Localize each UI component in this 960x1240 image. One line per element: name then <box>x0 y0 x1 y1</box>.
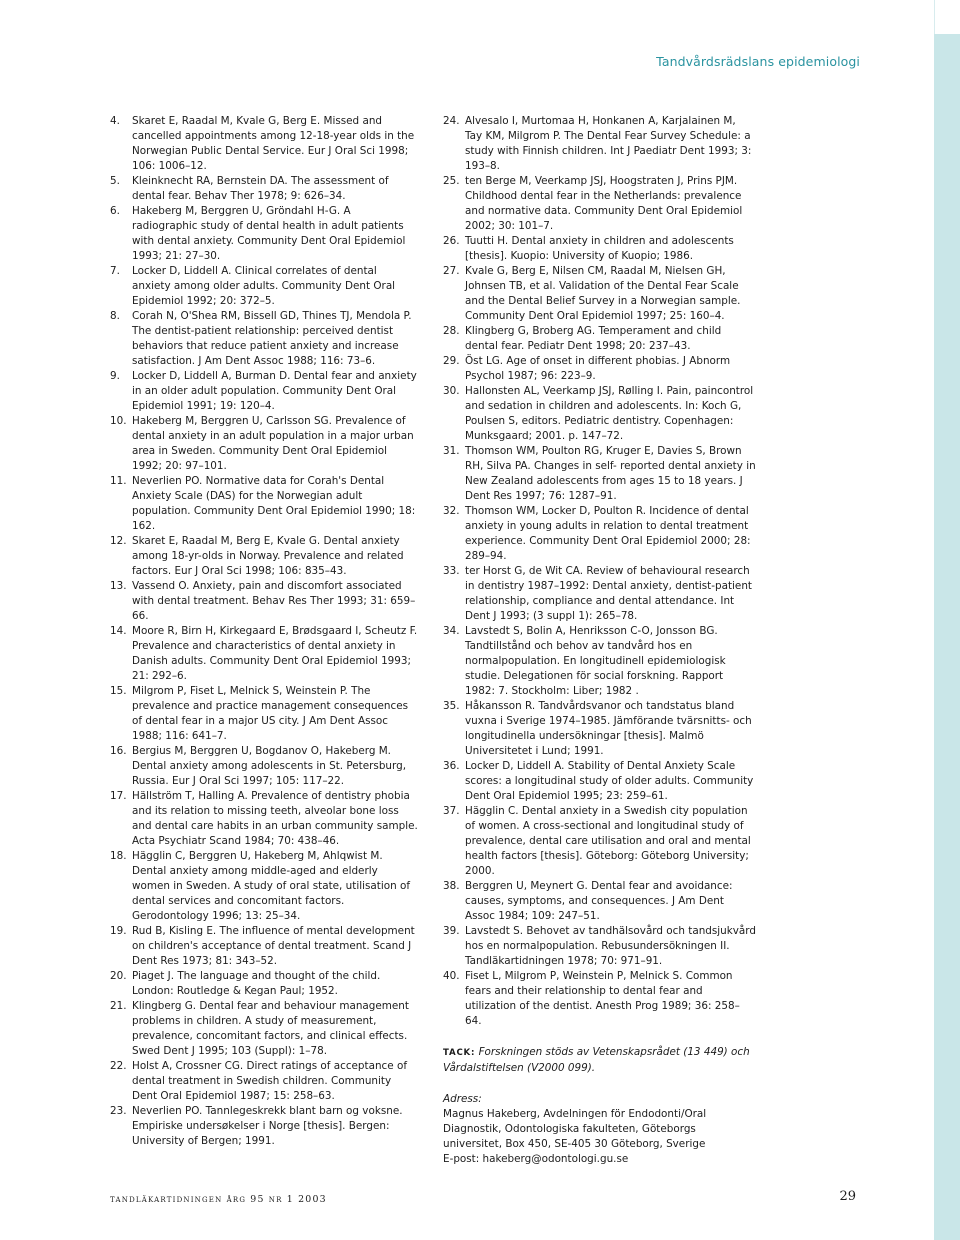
reference-number: 40. <box>443 970 460 982</box>
reference-number: 32. <box>443 505 460 517</box>
reference-text: Thomson WM, Poulton RG, Kruger E, Davies S, Brown RH, Silva PA. Changes in self- reported dental anxiety in New Zealand adolescents from ages 15 to 18 years. J Dent Res 1997; 76: 1287–91. <box>465 445 756 502</box>
reference-item <box>110 624 418 684</box>
reference-number: 37. <box>443 805 460 817</box>
reference-text: Lavstedt S. Behovet av tandhälsovård och tandsjukvård hos en normalpopulation. Rebusundersökningen II. Tandläkartidningen 1978; 70: 971–91. <box>465 925 756 967</box>
reference-item <box>443 324 756 354</box>
reference-item <box>443 114 756 174</box>
reference-number: 29. <box>443 355 460 367</box>
reference-item <box>110 474 418 534</box>
reference-item <box>110 264 418 309</box>
reference-number: 14. <box>110 625 127 637</box>
reference-text: Neverlien PO. Normative data for Corah's Dental Anxiety Scale (DAS) for the Norwegian adult population. Community Dent Oral Epidemiol 1990; 18: 162. <box>132 475 416 532</box>
acknowledgement <box>443 1045 756 1076</box>
reference-text: Neverlien PO. Tannlegeskrekk blant barn og voksne. Empiriske undersøkelser i Norge [thesis]. Bergen: University of Bergen; 1991. <box>132 1105 403 1147</box>
reference-item <box>110 999 418 1059</box>
reference-number: 31. <box>443 445 460 457</box>
reference-item <box>110 1104 418 1149</box>
address-line: universitet, Box 450, SE-405 30 Göteborg, Sverige <box>443 1138 706 1150</box>
reference-item <box>110 414 418 474</box>
reference-text: Holst A, Crossner CG. Direct ratings of acceptance of dental treatment in Swedish children. Community Dent Oral Epidemiol 1987; 15: 258–63. <box>132 1060 407 1102</box>
reference-text: Moore R, Birn H, Kirkegaard E, Brødsgaard I, Scheutz F. Prevalence and characteristics of dental anxiety in Danish adults. Community Dent Oral Epidemiol 1993; 21: 292–6. <box>132 625 418 682</box>
reference-item <box>443 174 756 234</box>
left-reference-column <box>110 114 418 1149</box>
reference-number: 15. <box>110 685 127 697</box>
reference-text: Kleinknecht RA, Bernstein DA. The assessment of dental fear. Behav Ther 1978; 9: 626–34. <box>132 175 389 202</box>
reference-item <box>110 309 418 369</box>
running-title: Tandvårdsrädslans epidemiologi <box>656 54 860 69</box>
reference-item <box>110 924 418 969</box>
reference-number: 23. <box>110 1105 127 1117</box>
reference-text: Lavstedt S, Bolin A, Henriksson C-O, Jonsson BG. Tandtillstånd och behov av tandvård hos en normalpopulation. En longitudinell epidemiologisk studie. Delegationen för social forskning. Rapport 1982: 7. Stockholm: Liber; 1982 . <box>465 625 726 697</box>
reference-text: Vassend O. Anxiety, pain and discomfort associated with dental treatment. Behav Res Ther 1993; 31: 659–66. <box>132 580 416 622</box>
reference-text: Fiset L, Milgrom P, Weinstein P, Melnick S. Common fears and their relationship to dental fear and utilization of the dentist. Anesth Prog 1989; 36: 258–64. <box>465 970 740 1027</box>
reference-item <box>110 684 418 744</box>
reference-item <box>110 534 418 579</box>
reference-item <box>110 369 418 414</box>
reference-number: 12. <box>110 535 127 547</box>
reference-number: 17. <box>110 790 127 802</box>
reference-text: Hallonsten AL, Veerkamp JSJ, Rølling I. Pain, paincontrol and sedation in children and adolescents. In: Koch G, Poulsen S, editors. Pediatric dentistry. Copenhagen: Munksgaard; 2001. p. 147–72. <box>465 385 754 442</box>
reference-item <box>443 444 756 504</box>
side-tab-notch <box>934 0 960 34</box>
reference-item <box>443 384 756 444</box>
reference-item <box>443 804 756 879</box>
reference-number: 10. <box>110 415 127 427</box>
reference-text: Hällström T, Halling A. Prevalence of dentistry phobia and its relation to missing teeth, alveolar bone loss and dental care habits in an urban community sample. Acta Psychiatr Scand 1984; 70: 438–46. <box>132 790 418 847</box>
address-line: Diagnostik, Odontologiska fakulteten, Göteborgs <box>443 1123 696 1135</box>
reference-item <box>110 849 418 924</box>
reference-number: 5. <box>110 175 120 187</box>
reference-number: 13. <box>110 580 127 592</box>
reference-number: 19. <box>110 925 127 937</box>
reference-number: 27. <box>443 265 460 277</box>
reference-item <box>443 969 756 1029</box>
reference-number: 16. <box>110 745 127 757</box>
reference-item <box>110 789 418 849</box>
reference-item <box>443 234 756 264</box>
reference-item <box>110 579 418 624</box>
reference-item <box>443 879 756 924</box>
acknowledgement-text: Forskningen stöds av Vetenskapsrådet (13 449) och Vårdalstiftelsen (V2000 099). <box>443 1046 750 1074</box>
footer-journal-name: tandläkartidningen årg 95 nr 1 2003 <box>110 1194 327 1205</box>
reference-text: ten Berge M, Veerkamp JSJ, Hoogstraten J, Prins PJM. Childhood dental fear in the Netherlands: prevalence and normative data. Community Dent Oral Epidemiol 2002; 30: 101–7. <box>465 175 743 232</box>
reference-text: Alvesalo I, Murtomaa H, Honkanen A, Karjalainen M, Tay KM, Milgrom P. The Dental Fear Survey Schedule: a study with Finnish children. Int J Paediatr Dent 1993; 3: 193–8. <box>465 115 752 172</box>
reference-number: 4. <box>110 115 120 127</box>
reference-text: Hakeberg M, Berggren U, Carlsson SG. Prevalence of dental anxiety in an adult population in a major urban area in Sweden. Community Dent Oral Epidemiol 1992; 20: 97–101. <box>132 415 414 472</box>
reference-number: 7. <box>110 265 120 277</box>
reference-text: Bergius M, Berggren U, Bogdanov O, Hakeberg M. Dental anxiety among adolescents in St. Petersburg, Russia. Eur J Oral Sci 1997; 105: 117–22. <box>132 745 407 787</box>
reference-number: 9. <box>110 370 120 382</box>
reference-number: 20. <box>110 970 127 982</box>
reference-item <box>443 759 756 804</box>
reference-text: Klingberg G. Dental fear and behaviour management problems in children. A study of measurement, prevalence, concomitant factors, and clinical effects. Swed Dent J 1995; 103 (Suppl): 1–78. <box>132 1000 409 1057</box>
address-label: Adress: <box>443 1093 482 1105</box>
reference-number: 6. <box>110 205 120 217</box>
reference-item <box>110 174 418 204</box>
reference-number: 33. <box>443 565 460 577</box>
reference-item <box>443 924 756 969</box>
reference-number: 39. <box>443 925 460 937</box>
address-block <box>443 1107 756 1167</box>
reference-number: 22. <box>110 1060 127 1072</box>
reference-number: 36. <box>443 760 460 772</box>
reference-text: Hägglin C, Berggren U, Hakeberg M, Ahlqwist M. Dental anxiety among middle-aged and elderly women in Sweden. A study of oral state, utilisation of dental services and concomitant factors. Gerodontology 1996; 13: 25–34. <box>132 850 410 922</box>
reference-text: Locker D, Liddell A. Stability of Dental Anxiety Scale scores: a longitudinal study of older adults. Community Dent Oral Epidemiol 1995; 23: 259–61. <box>465 760 754 802</box>
reference-text: Piaget J. The language and thought of the child. London: Routledge & Kegan Paul; 1952. <box>132 970 381 997</box>
reference-text: Klingberg G, Broberg AG. Temperament and child dental fear. Pediatr Dent 1998; 20: 237–43. <box>465 325 722 352</box>
reference-number: 34. <box>443 625 460 637</box>
side-color-tab <box>934 0 960 1240</box>
reference-number: 35. <box>443 700 460 712</box>
address-line: E-post: hakeberg@odontologi.gu.se <box>443 1153 629 1165</box>
address-line: Magnus Hakeberg, Avdelningen för Endodonti/Oral <box>443 1108 707 1120</box>
reference-item <box>443 354 756 384</box>
reference-text: ter Horst G, de Wit CA. Review of behavioural research in dentistry 1987–1992: Dental anxiety, dentist-patient relationship, compliance and dental attendance. Int Dent J 1993; (3 suppl 1): 265–78. <box>465 565 752 622</box>
reference-text: Hakeberg M, Berggren U, Gröndahl H-G. A radiographic study of dental health in adult patients with dental anxiety. Community Dent Oral Epidemiol 1993; 21: 27–30. <box>132 205 406 262</box>
reference-text: Rud B, Kisling E. The influence of mental development on children's acceptance of dental treatment. Scand J Dent Res 1973; 81: 343–52. <box>132 925 415 967</box>
reference-number: 38. <box>443 880 460 892</box>
reference-item <box>443 264 756 324</box>
reference-text: Locker D, Liddell A, Burman D. Dental fear and anxiety in an older adult population. Community Dent Oral Epidemiol 1991; 19: 120–4. <box>132 370 417 412</box>
page-number: 29 <box>839 1189 856 1204</box>
reference-text: Locker D, Liddell A. Clinical correlates of dental anxiety among older adults. Community Dent Oral Epidemiol 1992; 20: 372–5. <box>132 265 396 307</box>
reference-number: 28. <box>443 325 460 337</box>
reference-text: Milgrom P, Fiset L, Melnick S, Weinstein P. The prevalence and practice management consequences of dental fear in a major US city. J Am Dent Assoc 1988; 116: 641–7. <box>132 685 409 742</box>
reference-number: 30. <box>443 385 460 397</box>
reference-number: 18. <box>110 850 127 862</box>
reference-number: 26. <box>443 235 460 247</box>
reference-text: Hägglin C. Dental anxiety in a Swedish city population of women. A cross-sectional and longitudinal study of prevalence, dental care utilisation and oral and mental health factors [thesis]. Göteborg: Göteborg University; 2000. <box>465 805 751 877</box>
reference-item <box>110 114 418 174</box>
reference-item <box>110 1059 418 1104</box>
acknowledgement-label: TACK: <box>443 1048 476 1058</box>
reference-text: Tuutti H. Dental anxiety in children and adolescents [thesis]. Kuopio: University of Kuopio; 1986. <box>465 235 734 262</box>
right-reference-list <box>443 114 756 1029</box>
reference-item <box>443 699 756 759</box>
reference-item <box>110 744 418 789</box>
reference-text: Skaret E, Raadal M, Berg E, Kvale G. Dental anxiety among 18-yr-olds in Norway. Prevalence and related factors. Eur J Oral Sci 1998; 106: 835–43. <box>132 535 404 577</box>
reference-number: 24. <box>443 115 460 127</box>
reference-number: 25. <box>443 175 460 187</box>
reference-item <box>110 969 418 999</box>
reference-number: 8. <box>110 310 120 322</box>
reference-item <box>443 504 756 564</box>
reference-text: Skaret E, Raadal M, Kvale G, Berg E. Missed and cancelled appointments among 12-18-year olds in the Norwegian Public Dental Service. Eur J Oral Sci 1998; 106: 1006–12. <box>132 115 415 172</box>
reference-item <box>443 624 756 699</box>
reference-item <box>110 204 418 264</box>
reference-number: 21. <box>110 1000 127 1012</box>
reference-item <box>443 564 756 624</box>
reference-text: Thomson WM, Locker D, Poulton R. Incidence of dental anxiety in young adults in relation to dental treatment experience. Community Dent Oral Epidemiol 2000; 28: 289–94. <box>465 505 751 562</box>
reference-text: Öst LG. Age of onset in different phobias. J Abnorm Psychol 1987; 96: 223–9. <box>465 355 731 382</box>
reference-text: Håkansson R. Tandvårdsvanor och tandstatus bland vuxna i Sverige 1974–1985. Jämförande tvärsnitts- och longitudinella undersökningar [thesis]. Malmö Universitetet i Lund; 1991. <box>465 700 752 757</box>
reference-text: Corah N, O'Shea RM, Bissell GD, Thines TJ, Mendola P. The dentist-patient relationship: perceived dentist behaviors that reduce patient anxiety and increase satisfaction. J Am Dent Assoc 1988; 116: 73–6. <box>132 310 412 367</box>
reference-text: Kvale G, Berg E, Nilsen CM, Raadal M, Nielsen GH, Johnsen TB, et al. Validation of the Dental Fear Scale and the Dental Belief Survey in a Norwegian sample. Community Dent Oral Epidemiol 1997; 25: 160–4. <box>465 265 741 322</box>
reference-number: 11. <box>110 475 127 487</box>
reference-text: Berggren U, Meynert G. Dental fear and avoidance: causes, symptoms, and consequences. J Am Dent Assoc 1984; 109: 247–51. <box>465 880 733 922</box>
right-column <box>443 114 756 1167</box>
